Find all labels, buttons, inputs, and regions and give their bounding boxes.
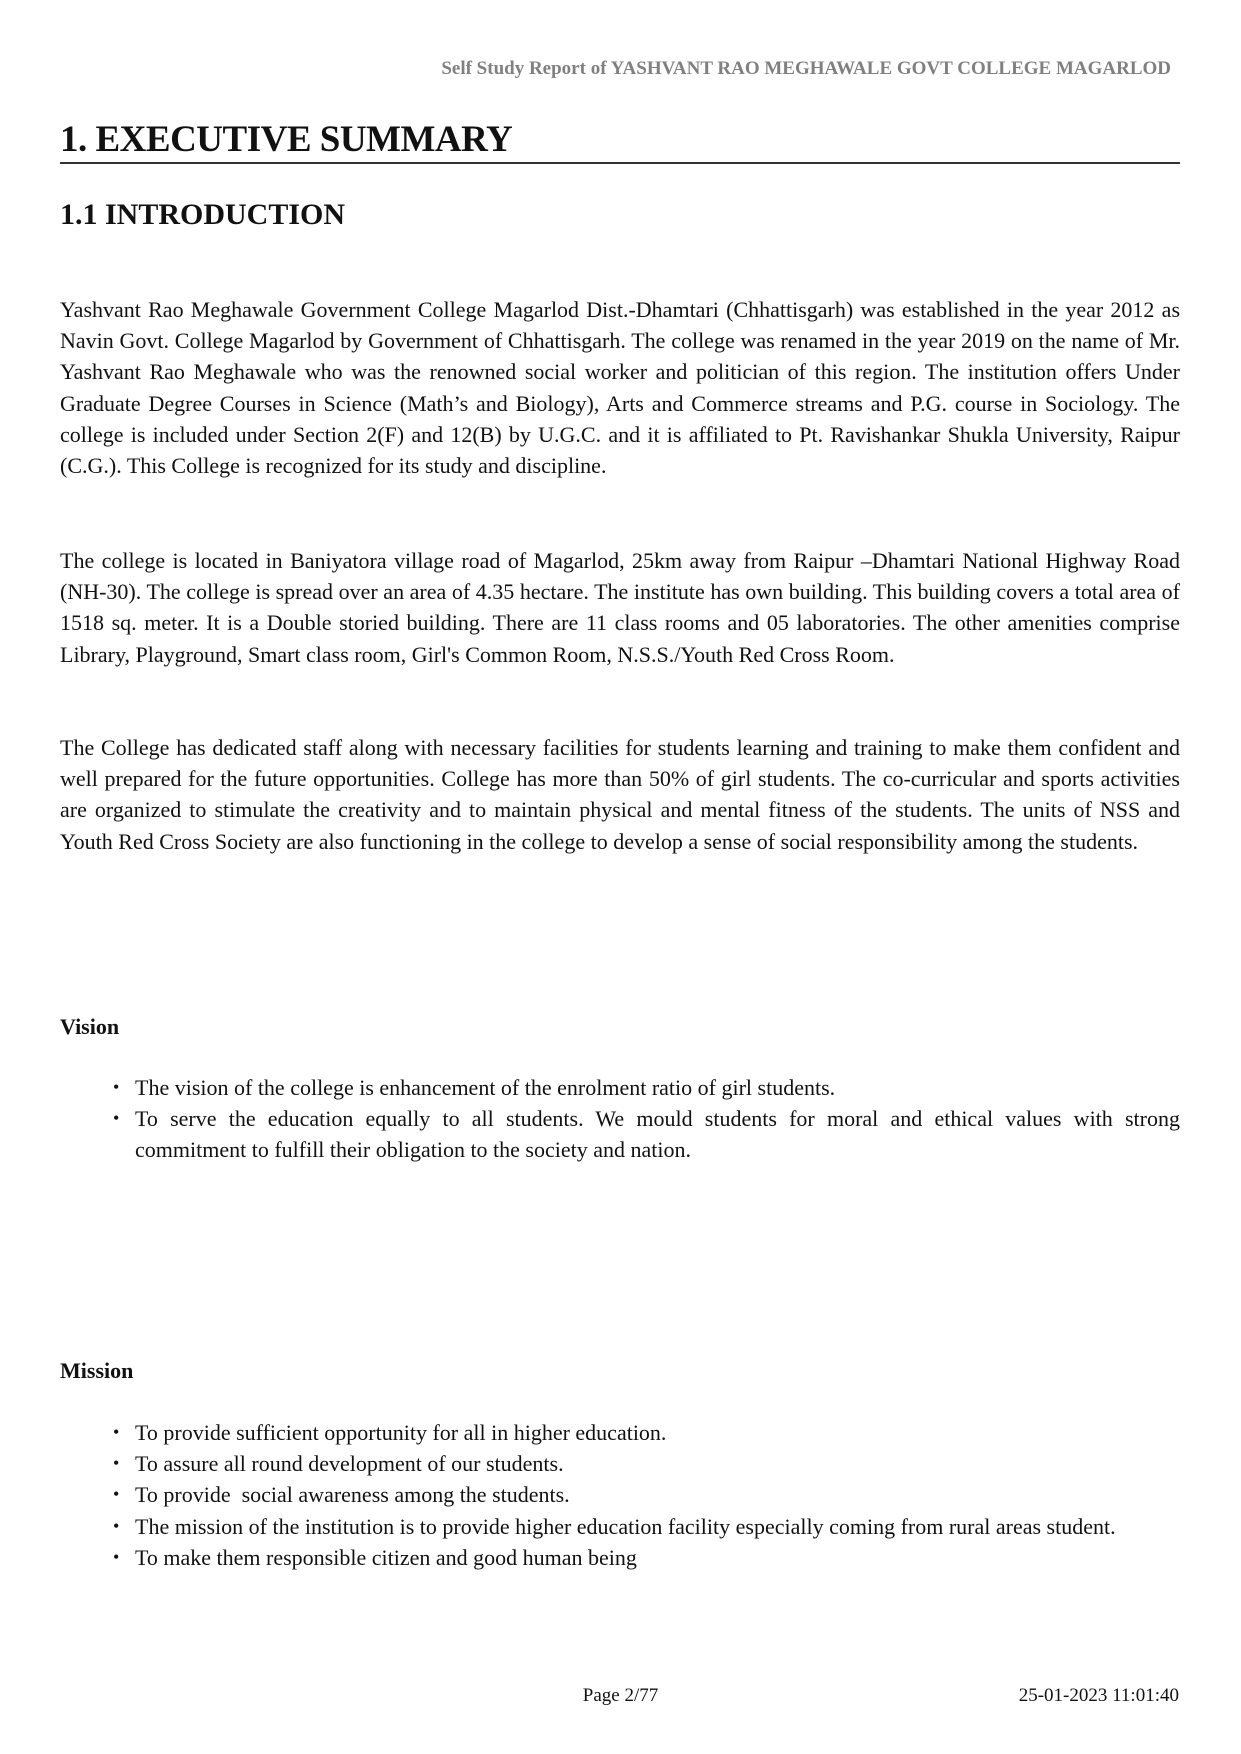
bullet-icon: •	[113, 1484, 120, 1505]
intro-paragraph-2: The college is located in Baniyatora village road of Magarlod, 25km away from Raipur –Dhamtari National Highway Road (NH-30). The college is spread over an area of 4.35 hectare. The institute has own building. This building covers a total area of 1518 sq. meter. It is a Double storied building. There are 11 class rooms and 05 laboratories. The other amenities comprise Library, Playground, Smart class room, Girl's Common Room, N.S.S./Youth Red Cross Room.	[60, 548, 1180, 667]
bullet-icon: •	[113, 1453, 120, 1474]
bullet-icon: •	[113, 1546, 120, 1567]
mission-item	[60, 1448, 1180, 1479]
mission-item	[60, 1479, 1180, 1510]
running-header: Self Study Report of YASHVANT RAO MEGHAWALE GOVT COLLEGE MAGARLOD	[441, 58, 1171, 79]
mission-item-text: The mission of the institution is to provide higher education facility especially coming from rural areas student.	[135, 1513, 1116, 1539]
vision-heading: Vision	[60, 1014, 120, 1039]
mission-item-text: To provide social awareness among the students.	[135, 1482, 570, 1508]
vision-item-text: The vision of the college is enhancement of the enrolment ratio of girl students.	[135, 1075, 836, 1100]
mission-item	[60, 1542, 1180, 1573]
mission-list	[60, 1417, 1180, 1573]
vision-item	[60, 1103, 1180, 1165]
subsection-title: 1.1 INTRODUCTION	[60, 198, 346, 231]
mission-heading: Mission	[60, 1358, 134, 1383]
vision-list	[60, 1072, 1180, 1166]
page-number: Page 2/77	[582, 1685, 659, 1706]
footer-timestamp: 25-01-2023 11:01:40	[1018, 1685, 1179, 1706]
bullet-icon: •	[113, 1422, 120, 1442]
mission-item-text: To assure all round development of our students.	[135, 1451, 564, 1477]
bullet-icon: •	[113, 1077, 120, 1097]
section-title-block	[60, 118, 1180, 164]
vision-item	[60, 1072, 1180, 1103]
section-title: 1. EXECUTIVE SUMMARY	[60, 119, 513, 160]
mission-item-text: To provide sufficient opportunity for all in higher education.	[135, 1420, 667, 1445]
mission-item	[60, 1417, 1180, 1448]
mission-item	[60, 1511, 1180, 1542]
bullet-icon: •	[113, 1108, 120, 1129]
vision-item-text: To serve the education equally to all students. We mould students for moral and ethical values with strong commitment to fulfill their obligation to the society and nation.	[135, 1106, 1180, 1163]
mission-item-text: To make them responsible citizen and good human being	[135, 1544, 637, 1570]
intro-paragraph-3: The College has dedicated staff along with necessary facilities for students learning and training to make them confident and well prepared for the future opportunities. College has more than 50% of girl students. The co-curricular and sports activities are organized to stimulate the creativity and to maintain physical and mental fitness of the students. The units of NSS and Youth Red Cross Society are also functioning in the college to develop a sense of social responsibility among the students.	[60, 735, 1180, 854]
bullet-icon: •	[113, 1515, 120, 1536]
intro-paragraph-1: Yashvant Rao Meghawale Government College Magarlod Dist.-Dhamtari (Chhattisgarh) was established in the year 2012 as Navin Govt. College Magarlod by Government of Chhattisgarh. The college was renamed in the year 2019 on the name of Mr. Yashvant Rao Meghawale who was the renowned social worker and politician of this region. The institution offers Under Graduate Degree Courses in Science (Math’s and Biology), Arts and Commerce streams and P.G. course in Sociology. The college is included under Section 2(F) and 12(B) by U.G.C. and it is affiliated to Pt. Ravishankar Shukla University, Raipur (C.G.). This College is recognized for its study and discipline.	[60, 297, 1180, 479]
